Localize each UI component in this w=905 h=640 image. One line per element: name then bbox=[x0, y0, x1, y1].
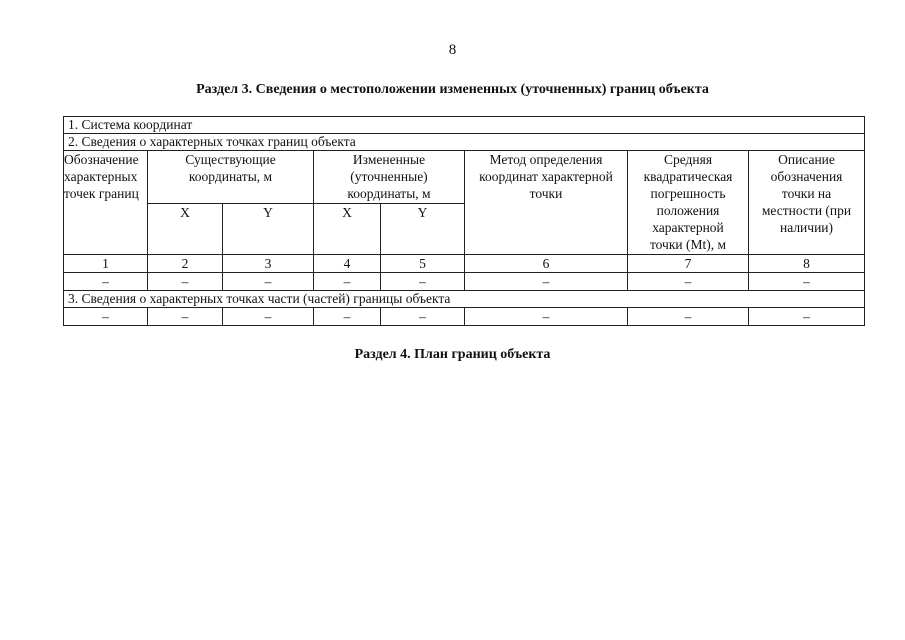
header-changed-line: координаты, м bbox=[347, 186, 431, 201]
header-description-line: обозначения bbox=[770, 169, 843, 184]
coord-system-row: 1. Система координат bbox=[64, 117, 865, 134]
header-description bbox=[749, 151, 865, 255]
header-error-line: точки (Mt), м bbox=[649, 237, 727, 252]
header-method-line: Метод определения bbox=[489, 152, 603, 167]
column-number: 5 bbox=[381, 255, 465, 273]
table-cell: – bbox=[465, 273, 628, 291]
header-error-line: положения bbox=[656, 203, 720, 218]
table-cell: – bbox=[381, 273, 465, 291]
header-error-line: Средняя bbox=[663, 152, 713, 167]
section3-title: Раздел 3. Сведения о местоположении измененных (уточненных) границ объекта bbox=[196, 82, 709, 97]
header-designation-line: точек границ bbox=[64, 186, 139, 201]
header-designation-line: Обозначение bbox=[64, 152, 139, 167]
header-existing-coords bbox=[148, 151, 314, 204]
table-cell: – bbox=[223, 308, 314, 326]
column-number: 4 bbox=[314, 255, 381, 273]
header-y-existing: Y bbox=[223, 204, 314, 255]
table-cell: – bbox=[64, 273, 148, 291]
header-description-line: местности (при bbox=[761, 203, 852, 218]
table-cell: – bbox=[223, 273, 314, 291]
table-cell: – bbox=[749, 308, 865, 326]
header-changed-coords bbox=[314, 151, 465, 204]
header-error-line: квадратическая bbox=[643, 169, 733, 184]
table-cell: – bbox=[64, 308, 148, 326]
header-changed-line: Измененные bbox=[352, 152, 426, 167]
header-description-line: наличии) bbox=[779, 220, 834, 235]
header-description-line: точки на bbox=[781, 186, 832, 201]
column-number: 7 bbox=[628, 255, 749, 273]
table-cell: – bbox=[749, 273, 865, 291]
points-info-row: 2. Сведения о характерных точках границ объекта bbox=[64, 134, 865, 151]
header-error bbox=[628, 151, 749, 255]
table-cell: – bbox=[148, 273, 223, 291]
table-cell: – bbox=[628, 273, 749, 291]
column-number: 8 bbox=[749, 255, 865, 273]
header-designation bbox=[64, 151, 148, 255]
column-number: 6 bbox=[465, 255, 628, 273]
table-cell: – bbox=[465, 308, 628, 326]
header-changed-line: (уточненные) bbox=[350, 169, 428, 184]
header-method-line: координат характерной bbox=[479, 169, 613, 184]
column-number: 3 bbox=[223, 255, 314, 273]
header-description-line: Описание bbox=[778, 152, 835, 167]
table-cell: – bbox=[148, 308, 223, 326]
table-cell: – bbox=[628, 308, 749, 326]
header-error-line: характерной bbox=[652, 220, 724, 235]
part-points-info-row: 3. Сведения о характерных точках части (частей) границы объекта bbox=[64, 291, 865, 308]
header-designation-line: характерных bbox=[64, 169, 138, 184]
table-cell: – bbox=[381, 308, 465, 326]
page-number: 8 bbox=[448, 42, 457, 58]
boundary-table bbox=[63, 116, 865, 326]
column-number: 2 bbox=[148, 255, 223, 273]
header-x-changed: X bbox=[314, 204, 381, 255]
section4-title: Раздел 4. План границ объекта bbox=[354, 347, 551, 362]
header-existing-line: координаты, м bbox=[188, 169, 273, 184]
table-cell: – bbox=[314, 273, 381, 291]
header-x-existing: X bbox=[148, 204, 223, 255]
header-existing-line: Существующие bbox=[185, 152, 276, 167]
header-method-line: точки bbox=[529, 186, 563, 201]
table-cell: – bbox=[314, 308, 381, 326]
column-number: 1 bbox=[64, 255, 148, 273]
header-y-changed: Y bbox=[381, 204, 465, 255]
header-error-line: погрешность bbox=[650, 186, 726, 201]
header-method bbox=[465, 151, 628, 255]
